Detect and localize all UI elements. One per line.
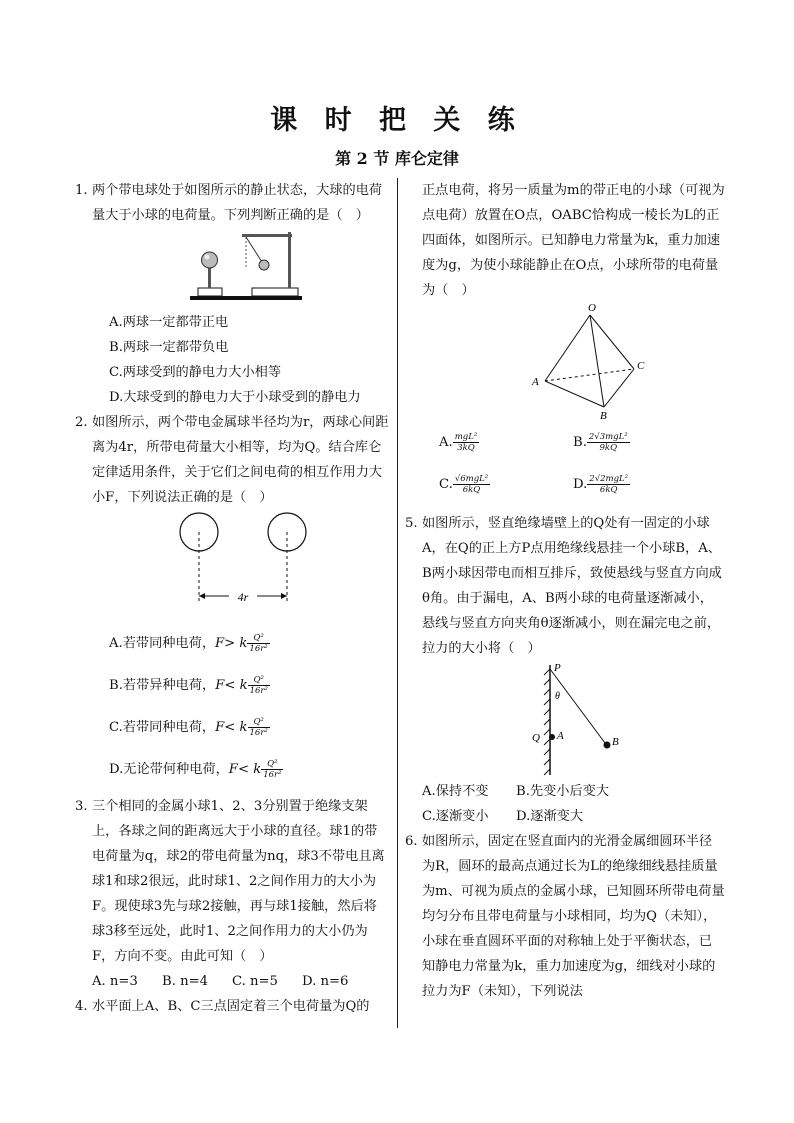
question-number: 6. xyxy=(405,834,418,849)
q5-option-a[interactable]: A.保持不变 xyxy=(422,784,489,799)
left-column xyxy=(75,178,390,1019)
vertex-a-label: A xyxy=(532,376,539,388)
ball-a-label: A xyxy=(557,730,564,742)
q1-option-a[interactable]: A.两球一定都带正电 xyxy=(109,315,229,330)
page-title: 课 时 把 关 练 xyxy=(270,105,524,136)
question-number: 5. xyxy=(405,516,418,531)
q1-option-b[interactable]: B.两球一定都带负电 xyxy=(109,340,229,355)
question-number: 2. xyxy=(75,415,88,430)
q1-option-c[interactable]: C.两球受到的静电力大小相等 xyxy=(109,365,282,380)
question-number: 3. xyxy=(75,799,88,814)
angle-theta-label: θ xyxy=(555,691,560,702)
q4-option-a[interactable]: A. $\frac{\text{mgL²}}{3kQ}$ xyxy=(439,431,478,453)
question-number: 1. xyxy=(75,183,88,198)
question-stem: 两个带电球处于如图所示的静止状态，大球的电荷量大于小球的电荷量。下列判断正确的是（ ） xyxy=(92,183,383,223)
question-4-start xyxy=(75,994,390,1019)
two-spheres-figure xyxy=(92,510,392,622)
vertex-c-label: C xyxy=(637,360,645,372)
q2-option-a[interactable]: A.若带同种电荷， F> k $\frac{\text{Q²}}{\text{16r²}}$ xyxy=(109,632,268,654)
question-stem: 三个相同的金属小球1、2、3分别置于绝缘支架上，各球之间的距离远大于小球的直径。球1的带电荷量为q，球2的带电荷量为nq，球3不带电且离球1和球2很远，此时球1、2之间作用力的大小为F。现使球3先与球2接触，再与球1接触，然后将球3移至远处，此时1、2之间作用力的大小仍为F，方向不变。由此可知（ ） xyxy=(92,799,385,964)
point-p-label: P xyxy=(554,662,561,674)
q2-option-d[interactable]: D.无论带何种电荷， F< k $\frac{\text{Q²}}{\text{16r²}}$ xyxy=(109,758,282,780)
q3-option-d[interactable]: D. n=6 xyxy=(302,974,349,989)
point-q-label: Q xyxy=(532,732,540,744)
question-5 xyxy=(405,511,725,829)
column-divider xyxy=(397,178,398,1028)
q3-option-c[interactable]: C. n=5 xyxy=(232,974,278,989)
q2-option-c[interactable]: C.若带同种电荷， F< k $\frac{\text{Q²}}{\text{16r²}}$ xyxy=(109,716,268,738)
vertex-b-label: B xyxy=(600,410,607,421)
charged-balls-figure xyxy=(92,228,392,310)
q4-option-c[interactable]: C. $\frac{\text{√6mgL²}}{6kQ}$ xyxy=(439,473,489,495)
q3-option-b[interactable]: B. n=4 xyxy=(162,974,209,989)
question-2 xyxy=(75,410,390,790)
q2-option-b[interactable]: B.若带异种电荷， F< k $\frac{\text{Q²}}{\text{16r²}}$ xyxy=(109,674,268,696)
q4-option-b[interactable]: B. $\frac{\text{2√3mgL²}}{9kQ}$ xyxy=(573,431,628,453)
question-stem: 如图所示，竖直绝缘墙壁上的Q处有一固定的小球A，在Q的正上方P点用绝缘线悬挂一个小球B，A、B两小球因带电而相互排斥，致使悬线与竖直方向成θ角。由于漏电，A、B两小球的电荷量逐渐减小，悬线与竖直方向夹角θ逐渐减小，则在漏完电之前，拉力的大小将（ ） xyxy=(422,516,722,656)
question-stem: 如图所示，两个带电金属球半径均为r，两球心间距离为4r，所带电荷量大小相等，均为Q。结合库仑定律适用条件，关于它们之间电荷的相互作用力大小F，下列说法正确的是（ ） xyxy=(92,415,389,505)
tetrahedron-figure xyxy=(422,303,722,421)
q1-option-d[interactable]: D.大球受到的静电力大于小球受到的静电力 xyxy=(109,390,361,405)
q5-option-b[interactable]: B.先变小后变大 xyxy=(516,784,610,799)
wall-pendulum-figure xyxy=(422,661,722,779)
right-column xyxy=(405,178,725,1004)
vertex-o-label: O xyxy=(588,303,596,314)
ball-b-label: B xyxy=(612,736,619,748)
question-number: 4. xyxy=(75,999,88,1014)
question-stem: 正点电荷，将另一质量为m的带正电的小球（可视为点电荷）放置在O点，OABC恰构成一棱长为L的正四面体，如图所示。已知静电力常量为k，重力加速度为g，为使小球能静止在O点，小球所带的电荷量为（ ） xyxy=(422,183,725,298)
q5-option-c[interactable]: C.逐渐变小 xyxy=(422,809,489,824)
question-6 xyxy=(405,829,725,1004)
question-stem: 如图所示，固定在竖直面内的光滑金属细圆环半径为R，圆环的最高点通过长为L的绝缘细线悬挂质量为m、可视为质点的金属小球，已知圆环所带电荷量均匀分布且带电荷量与小球相同，均为Q（未知），小球在垂直圆环平面的对称轴上处于平衡状态，已知静电力常量为k，重力加速度为g，细线对小球的拉力为F（未知），下列说法 xyxy=(422,834,725,999)
question-3 xyxy=(75,794,390,994)
section-title: 第 2 节 库仑定律 xyxy=(335,149,459,168)
question-4-continued xyxy=(405,178,725,505)
q3-option-a[interactable]: A. n=3 xyxy=(92,974,138,989)
distance-label: 4r xyxy=(237,590,249,604)
question-stem: 水平面上A、B、C三点固定着三个电荷量为Q的 xyxy=(92,999,370,1014)
q5-option-d[interactable]: D.逐渐变大 xyxy=(516,809,584,824)
q4-option-d[interactable]: D. $\frac{\text{2√2mgL²}}{6kQ}$ xyxy=(573,473,629,495)
question-1 xyxy=(75,178,390,410)
